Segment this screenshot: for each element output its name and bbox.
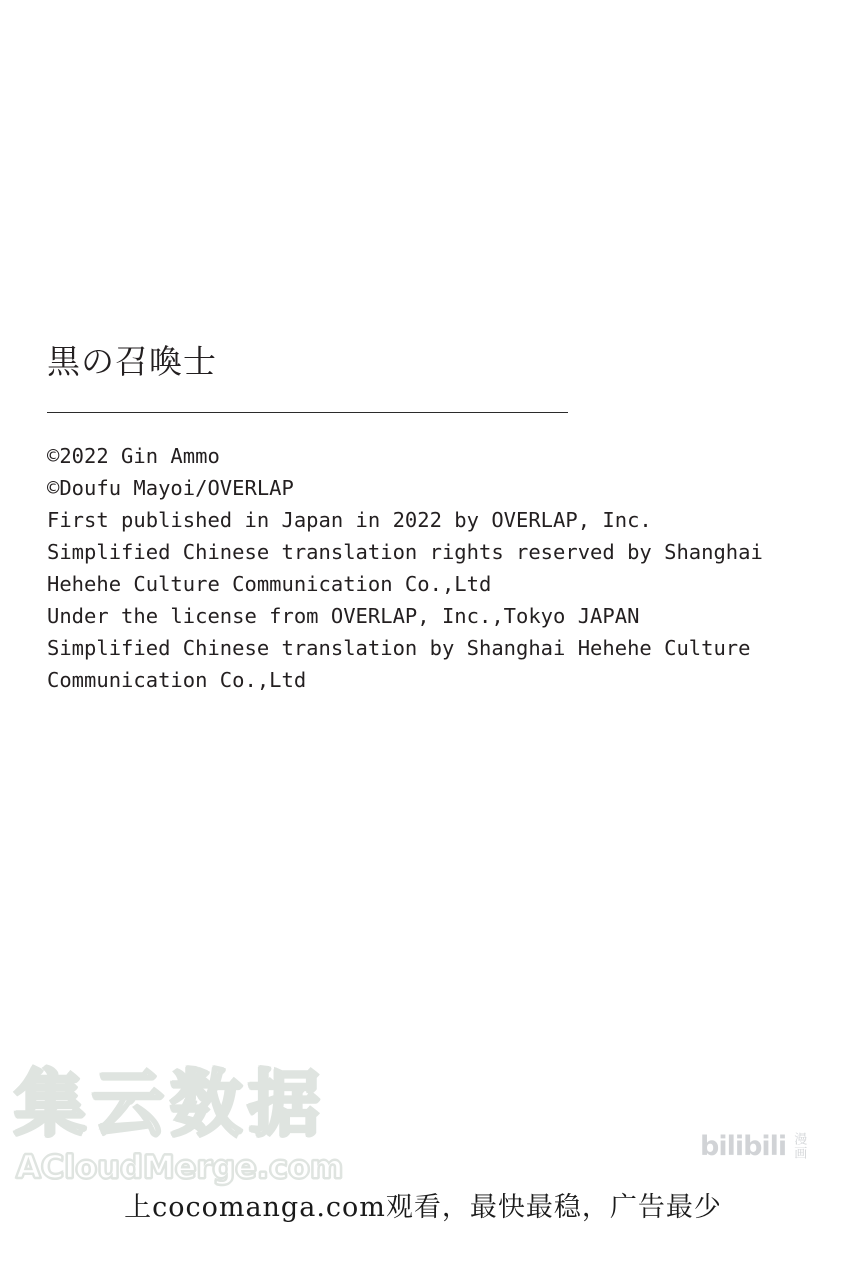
bilibili-wordmark: bilibili bbox=[700, 1130, 787, 1162]
copyright-line: ©2022 Gin Ammo bbox=[47, 444, 220, 468]
copyright-block bbox=[47, 440, 827, 696]
copyright-line: ©Doufu Mayoi/OVERLAP bbox=[47, 476, 294, 500]
copyright-line: Simplified Chinese translation by Shanghai Hehehe Culture Communication Co.,Ltd bbox=[47, 636, 751, 692]
copyright-line: Simplified Chinese translation rights reserved by Shanghai Hehehe Culture Communication Co.,Ltd bbox=[47, 540, 763, 596]
page-title: 黒の召喚士 bbox=[47, 342, 217, 381]
manga-label: 漫画 bbox=[791, 1132, 807, 1160]
watermark-chinese-text: 集云数据 bbox=[14, 1062, 327, 1146]
copyright-line: First published in Japan in 2022 by OVERLAP, Inc. bbox=[47, 508, 652, 532]
bilibili-manga-logo bbox=[700, 1132, 805, 1160]
title-divider bbox=[47, 412, 568, 413]
watermark-english-text: ACloudMerge.com bbox=[16, 1148, 344, 1186]
promo-text: 上cocomanga.com观看，最快最稳，广告最少 bbox=[124, 1192, 722, 1223]
acloudmerge-watermark bbox=[10, 1062, 390, 1193]
copyright-line: Under the license from OVERLAP, Inc.,Tokyo JAPAN bbox=[47, 604, 640, 628]
